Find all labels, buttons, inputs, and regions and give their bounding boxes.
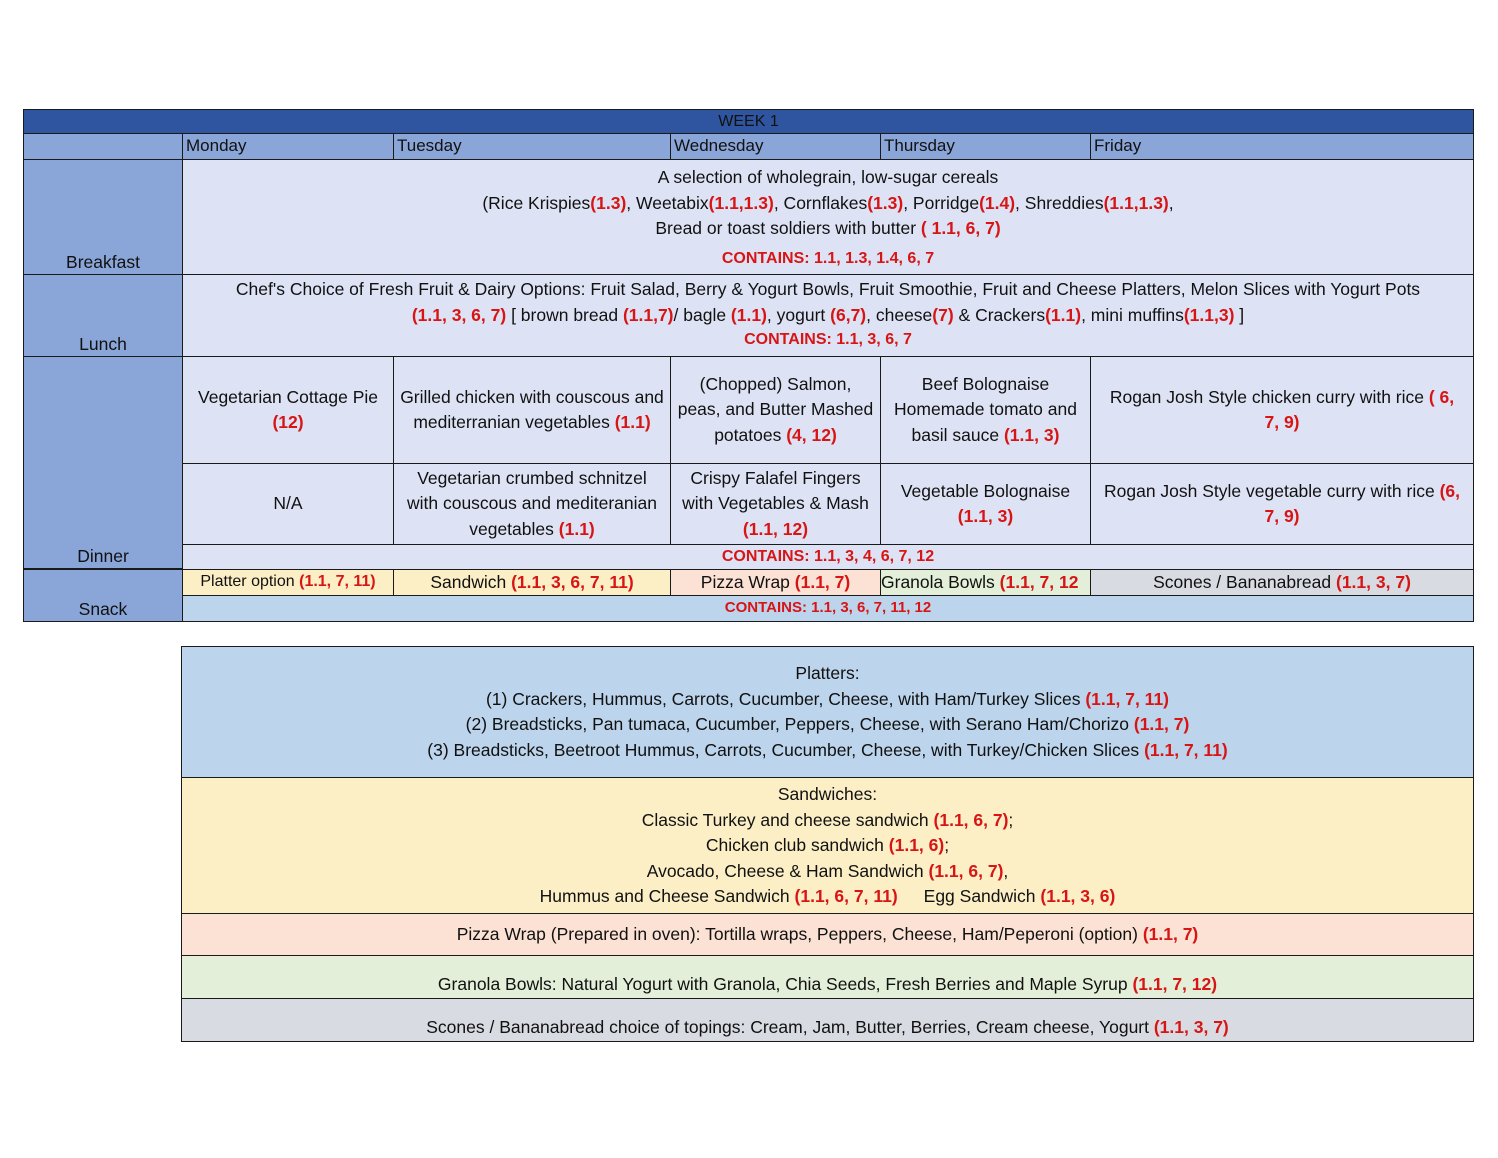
snack-legend [181,646,1474,1042]
breakfast-line-1: A selection of wholegrain, low-sugar cereals [657,167,999,187]
breakfast-line-3: Bread or toast soldiers with butter ( 1.1, 6, 7) [655,218,1001,238]
snack-friday: Scones / Bananabread (1.1, 3, 7) [1090,569,1474,596]
meal-label-dinner: Dinner [23,356,183,569]
breakfast-cereals [183,191,1473,217]
dinner-veg-friday: Rogan Josh Style vegetable curry with rice (6, 7, 9) [1090,463,1474,545]
cereal-item: , Porridge(1.4) [903,192,1016,213]
platter-line: (3) Breadsticks, Beetroot Hummus, Carrots, Cucumber, Cheese, with Turkey/Chicken Slices (1.1, 7, 11) [427,739,1228,760]
menu-table [23,109,1474,622]
meal-label-snack: Snack [23,569,183,622]
cereal-item: (Rice Krispies(1.3) [482,192,627,213]
day-header-thursday: Thursday [880,133,1091,160]
cereal-item: , Weetabix(1.1,1.3) [626,192,774,213]
snack-monday: Platter option (1.1, 7, 11) [182,569,394,596]
dinner-veg-wednesday: Crispy Falafel Fingers with Vegetables & Mash (1.1, 12) [670,463,881,545]
dinner-contains: CONTAINS: 1.1, 3, 4, 6, 7, 12 [721,548,935,565]
meal-label-breakfast: Breakfast [23,159,183,275]
dinner-main-monday: Vegetarian Cottage Pie (12) [182,356,394,464]
dinner-main-thursday: Beef Bolognaise Homemade tomato and basil sauce (1.1, 3) [880,356,1091,464]
lunch-item: ] [1234,304,1245,325]
breakfast-contains: CONTAINS: 1.1, 1.3, 1.4, 6, 7 [721,249,935,267]
sandwich-line: Classic Turkey and cheese sandwich (1.1, 6, 7); [641,809,1014,830]
cereal-item: , [1168,192,1174,213]
sandwich-line: Avocado, Cheese & Ham Sandwich (1.1, 6, 7), [646,860,1009,881]
dinner-main-tuesday: Grilled chicken with couscous and mediterranian vegetables (1.1) [393,356,671,464]
dinner-veg-thursday: Vegetable Bolognaise (1.1, 3) [880,463,1091,545]
dinner-veg-monday: N/A [182,463,394,545]
snack-wednesday: Pizza Wrap (1.1, 7) [670,569,881,596]
sandwiches-title: Sandwiches: [777,784,878,804]
lunch-line-2 [183,303,1473,329]
snack-thursday: Granola Bowls (1.1, 7, 12 [880,569,1091,596]
lunch-item: , mini muffins(1.1,3) [1081,304,1235,325]
snack-tuesday: Sandwich (1.1, 3, 6, 7, 11) [393,569,671,596]
snack-contains: CONTAINS: 1.1, 3, 6, 7, 11, 12 [724,599,932,616]
day-header-monday: Monday [182,133,394,160]
lunch-contains: CONTAINS: 1.1, 3, 6, 7 [744,331,912,348]
legend-pizza: Pizza Wrap (Prepared in oven): Tortilla wraps, Peppers, Cheese, Ham/Peperoni (option) (1.1, 7) [181,913,1474,956]
legend-sandwiches [181,777,1474,914]
dinner-main-friday: Rogan Josh Style chicken curry with rice ( 6, 7, 9) [1090,356,1474,464]
dinner-veg-tuesday: Vegetarian crumbed schnitzel with couscous and mediteranian vegetables (1.1) [393,463,671,545]
legend-scones: Scones / Bananabread choice of topings: Cream, Jam, Butter, Berries, Cream cheese, Yogurt (1.1, 3, 7) [181,998,1474,1042]
dinner-main-wednesday: (Chopped) Salmon, peas, and Butter Mashed potatoes (4, 12) [670,356,881,464]
day-header-wednesday: Wednesday [670,133,881,160]
lunch-cell [182,274,1474,357]
platter-line: (2) Breadsticks, Pan tumaca, Cucumber, Peppers, Cheese, with Serano Ham/Chorizo (1.1, 7) [465,714,1190,734]
meal-label-lunch: Lunch [23,274,183,357]
lunch-item: , cheese(7) [866,304,954,325]
platter-line: (1) Crackers, Hummus, Carrots, Cucumber, Cheese, with Ham/Turkey Slices (1.1, 7, 11) [485,688,1170,709]
legend-granola: Granola Bowls: Natural Yogurt with Granola, Chia Seeds, Fresh Berries and Maple Syrup (1.1, 7, 12) [181,955,1474,999]
header-corner [23,133,183,160]
week-title: WEEK 1 [718,113,779,130]
day-header-friday: Friday [1090,133,1474,160]
breakfast-cell [182,159,1474,275]
sandwich-line: Hummus and Cheese Sandwich (1.1, 6, 7, 11) Egg Sandwich (1.1, 3, 6) [539,886,1116,906]
cereal-item: , Cornflakes(1.3) [773,192,904,213]
sandwich-line: Chicken club sandwich (1.1, 6); [705,835,950,855]
platters-title: Platters: [795,663,860,683]
lunch-item: / bagle (1.1) [673,304,767,325]
week-title-bar [23,109,1474,134]
dinner-contains-row [182,544,1474,570]
day-header-tuesday: Tuesday [393,133,671,160]
lunch-line-1: Chef's Choice of Fresh Fruit & Dairy Options: Fruit Salad, Berry & Yogurt Bowls, Fruit Smoothie, Fruit and Cheese Platters, Melon Slices with Yogurt Pots [235,279,1421,299]
lunch-item: (1.1, 3, 6, 7) [411,304,507,325]
lunch-item: & Crackers(1.1) [953,304,1082,325]
lunch-item: [ brown bread (1.1,7) [506,304,674,325]
legend-platters [181,646,1474,778]
lunch-item: , yogurt (6,7) [766,304,867,325]
cereal-item: , Shreddies(1.1,1.3) [1015,192,1169,213]
snack-contains-row [182,595,1474,622]
